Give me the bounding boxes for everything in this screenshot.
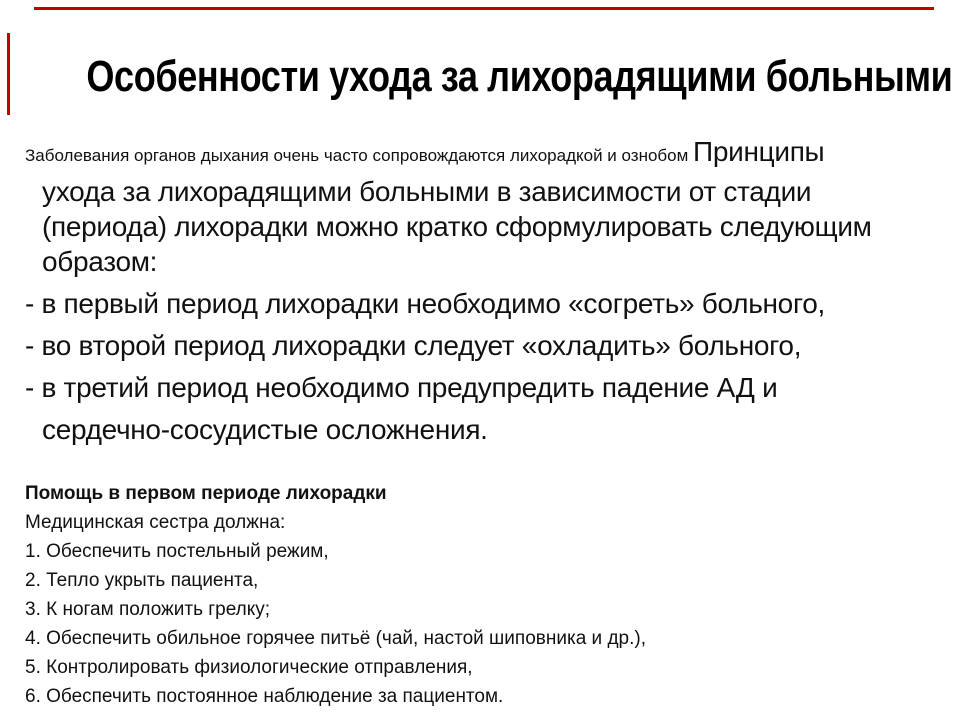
intro-line: образом:	[42, 246, 158, 277]
bullet-list	[25, 287, 950, 455]
intro-small-text: Заболевания органов дыхания очень часто сопровождаются лихорадкой и ознобом	[25, 146, 694, 165]
list-item: 6. Обеспечить постоянное наблюдение за пациентом.	[25, 686, 504, 707]
list-item: 1. Обеспечить постельный режим,	[25, 541, 329, 562]
intro-continuation	[42, 174, 950, 279]
bullet-line: - в первый период лихорадки необходимо «согреть» больного,	[25, 288, 825, 319]
bullet-line: - во второй период лихорадки следует «охладить» больного,	[25, 330, 802, 361]
top-accent-line	[34, 7, 934, 10]
help-section	[25, 479, 950, 711]
list-item: 4. Обеспечить обильное горячее питьё (чай, настой шиповника и др.),	[25, 628, 646, 649]
slide-title: Особенности ухода за лихорадящими больными	[86, 52, 953, 101]
bullet-line: - в третий период необходимо предупредить падение АД и	[25, 372, 778, 403]
intro-paragraph	[25, 134, 950, 279]
bullet-line-continuation: сердечно-сосудистые осложнения.	[42, 414, 488, 445]
help-section-heading: Помощь в первом периоде лихорадки	[25, 483, 387, 504]
intro-line: ухода за лихорадящими больными в зависимости от стадии	[42, 176, 812, 207]
intro-first-line	[25, 134, 950, 174]
list-item: 2. Тепло укрыть пациента,	[25, 570, 259, 591]
intro-lead-word: Принципы	[693, 136, 825, 167]
intro-line: (периода) лихорадки можно кратко сформулировать следующим	[42, 211, 872, 242]
list-item: 5. Контролировать физиологические отправления,	[25, 657, 473, 678]
help-section-subheading: Медицинская сестра должна:	[25, 512, 286, 533]
list-item: 3. К ногам положить грелку;	[25, 599, 271, 620]
left-accent-line	[7, 33, 10, 115]
